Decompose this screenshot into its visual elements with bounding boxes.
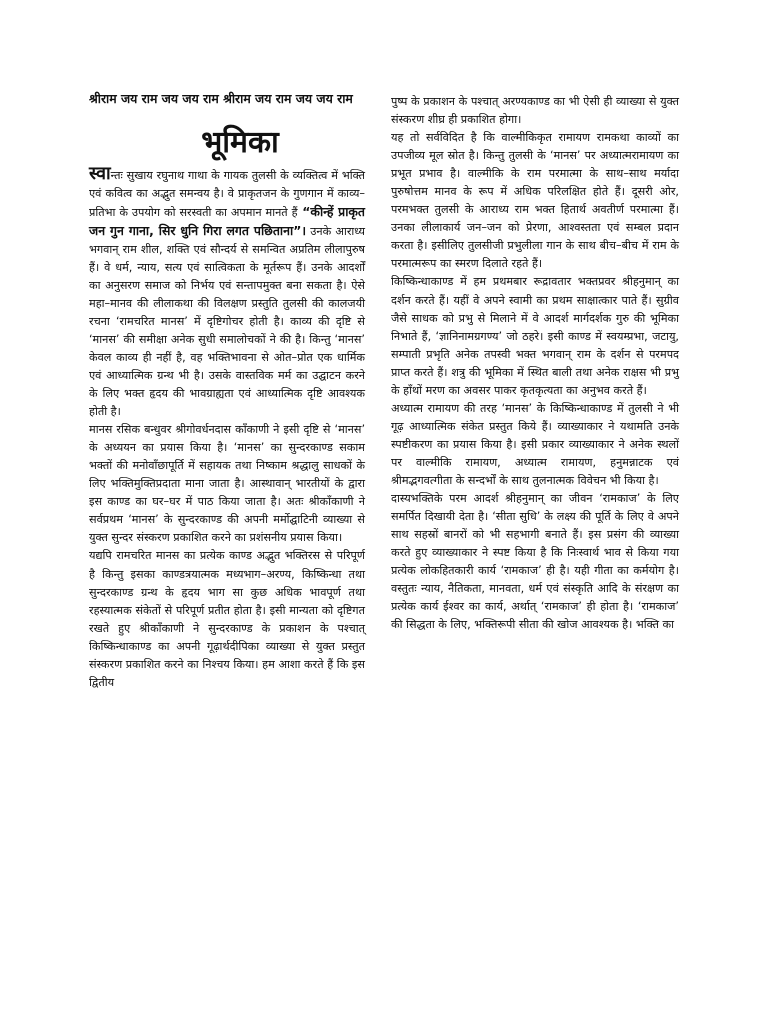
left-column: [89, 90, 365, 692]
paragraph-adhyatma-comparison: अध्यात्म रामायण की तरह ‘मानस’ के किष्किन्धाकाण्ड में तुलसी ने भी गूढ़ आध्यात्मिक संकेत प्रस्तुत किये हैं। व्याख्याकार ने यथामति उनके स्पष्टीकरण का प्रयास किया है। इसी प्रकार व्याख्याकार ने अनेक स्थलों पर वाल्मीकि रामायण, अध्यात्म रामायण, हनुमन्नाटक एवं श्रीमद्भगवत्गीता के सन्दर्भों के साथ तुलनात्मक विवेचन भी किया है।: [391, 401, 679, 487]
right-column: [391, 93, 679, 634]
page-title: भूमिका: [201, 124, 279, 160]
paragraph-kishkindha-plan: यद्यपि रामचरित मानस का प्रत्येक काण्ड अद्भुत भक्तिरस से परिपूर्ण है किन्तु इसका काण्डत्रयात्मक मध्यभाग–अरण्य, किष्किन्धा तथा सुन्दरकाण्ड ग्रन्थ के हृदय भाग सा कुछ अधिक भावपूर्ण तथा रहस्यात्मक संकेतों से परिपूर्ण प्रतीत होता है। इसी मान्यता को दृष्टिगत रखते हुए श्रीकाँकाणी ने सुन्दरकाण्ड के प्रकाशन के पश्चात् किष्किन्धाकाण्ड का अपनी गूढ़ार्थदीपिका व्याख्या से युक्त प्रस्तुत संस्करण प्रकाशित करने का निश्चय किया। हम आशा करते हैं कि इस द्वितीय: [89, 549, 365, 689]
paragraph-aranya-next: पुष्प के प्रकाशन के पश्चात् अरण्यकाण्ड का भी ऐसी ही व्याख्या से युक्त संस्करण शीघ्र ही प्रकाशित होगा।: [391, 95, 679, 127]
paragraph-ramkaj: दास्यभक्तिके परम आदर्श श्रीहनुमान् का जीवन ‘रामकाज’ के लिए समर्पित दिखायी देता है। ‘सीता सुधि’ के लक्ष्य की पूर्ति के लिए वे अपने साथ सहस्रों बानरों को भी सहभागी बनाते हैं। इस प्रसंग की व्याख्या करते हुए व्याख्याकार ने स्पष्ट किया है कि निःस्वार्थ भाव से किया गया प्रत्येक लोकहितकारी कार्य ‘रामकाज’ ही है। यही गीता का कर्मयोग है। वस्तुतः न्याय, नैतिकता, मानवता, धर्म एवं संस्कृति आदि के संरक्षण का प्रत्येक कार्य ईश्वर का कार्य, अर्थात् ‘रामकाज’ ही होता है। ‘रामकाज’ की सिद्धता के लिए, भक्तिरूपी सीता की खोज आवश्यक है। भक्ति का: [391, 492, 679, 632]
paragraph-hanuman-darshan: किष्किन्धाकाण्ड में हम प्रथमबार रूद्रावतार भक्तप्रवर श्रीहनुमान् का दर्शन करते हैं। यहीं वे अपने स्वामी का प्रथम साक्षात्कार पाते हैं। सुग्रीव जैसे साधक को प्रभु से मिलाने में वे आदर्श मार्गदर्शक गुरु की भूमिका निभाते हैं, ‘ज्ञानिनामग्रगण्य’ जो ठहरे। इसी काण्ड में स्वयम्प्रभा, जटायु, सम्पाती प्रभृति अनेक तपस्वी भक्त भगवान् राम के दर्शन से परमपद प्राप्त करते हैं। शत्रु की भूमिका में स्थित बाली तथा अनेक राक्षस भी प्रभु के हाँथों मरण का अवसर पाकर कृतकृत्यता का अनुभव करते हैं।: [391, 275, 679, 397]
intro-quote: “कीन्हें प्राकृत जन गुन गाना, सिर धुनि गिरा लगत पछिताना”।: [89, 203, 365, 238]
intro-paragraph: [89, 162, 365, 422]
paragraph-valmiki-tulsi: यह तो सर्वविदित है कि वाल्मीकिकृत रामायण रामकथा काव्यों का उपजीव्य मूल स्रोत है। किन्तु तुलसी के ‘मानस’ पर अध्यात्मरामायण का प्रभूत प्रभाव है। वाल्मीकि के राम परमात्मा के साथ–साथ मर्यादा पुरुषोत्तम मानव के रूप में अधिक परिलक्षित होते हैं। दूसरी ओर, परमभक्त तुलसी के आराध्य राम भक्त हितार्थ अवतीर्ण परमात्मा हैं। उनका लीलाकार्य जन–जन को प्रेरणा, आश्वस्तता एवं सम्बल प्रदान करता है। इसीलिए तुलसीजी प्रभुलीला गान के साथ बीच–बीच में राम के परमात्मरूप का स्मरण दिलाते रहते हैं।: [391, 131, 679, 271]
drop-cap: स्वा: [89, 162, 111, 184]
intro-text-after-quote: उनके आराध्य भगवान् राम शील, शक्ति एवं सौन्दर्य से समन्वित अप्रतिम लीलापुरुष हैं। वे धर्म, न्याय, सत्य एवं सात्विकता के मूर्तरूप हैं। उनके आदर्शों का अनुसरण समाज को निर्भय एवं सन्तापमुक्त बना सकता है। ऐसे महा–मानव की लीलाकथा की विलक्षण प्रस्तुति तुलसी की कालजयी रचना ‘रामचरित मानस’ में दृष्टिगोचर होती है। काव्य की दृष्टि से ‘मानस’ की समीक्षा अनेक सुधी समालोचकों ने की है। किन्तु ‘मानस’ केवल काव्य ही नहीं है, वह भक्तिभावना से ओत–प्रोत एक धार्मिक एवं आध्यात्मिक ग्रन्थ भी है। उसके वास्तविक मर्म का उद्घाटन करने के लिए भक्त हृदय की भावग्राह्यता एवं आध्यात्मिक दृष्टि आवश्यक होती है।: [89, 224, 365, 419]
intro-text-before-quote: न्तः सुखाय रघुनाथ गाथा के गायक तुलसी के व्यक्तित्व में भक्ति एवं कवित्व का अद्भुत समन्वय है। वे प्राकृतजन के गुणगान में काव्य–प्रतिभा के उपयोग को सरस्वती का अपमान मानते हैं: [89, 168, 365, 219]
paragraph-kankani-effort: मानस रसिक बन्धुवर श्रीगोवर्धनदास काँकाणी ने इसी दृष्टि से ‘मानस’ के अध्ययन का प्रयास किया है। ‘मानस’ का सुन्दरकाण्ड सकाम भक्तों की मनोवाँछापूर्ति में सहायक तथा निष्काम श्रद्धालु साधकों के लिए भक्तिमुक्तिप्रदाता माना जाता है। आस्थावान् भारतीयों के द्वारा इस काण्ड का घर–घर में पाठ किया जाता है। अतः श्रीकाँकाणी ने सर्वप्रथम ‘मानस’ के सुन्दरकाण्ड की अपनी मर्मोद्घाटिनी व्याख्या से युक्त सुन्दर संस्करण प्रकाशित करने का प्रशंसनीय प्रयास किया।: [89, 423, 365, 545]
invocation-heading: श्रीराम जय राम जय जय राम श्रीराम जय राम जय जय राम: [89, 91, 353, 106]
